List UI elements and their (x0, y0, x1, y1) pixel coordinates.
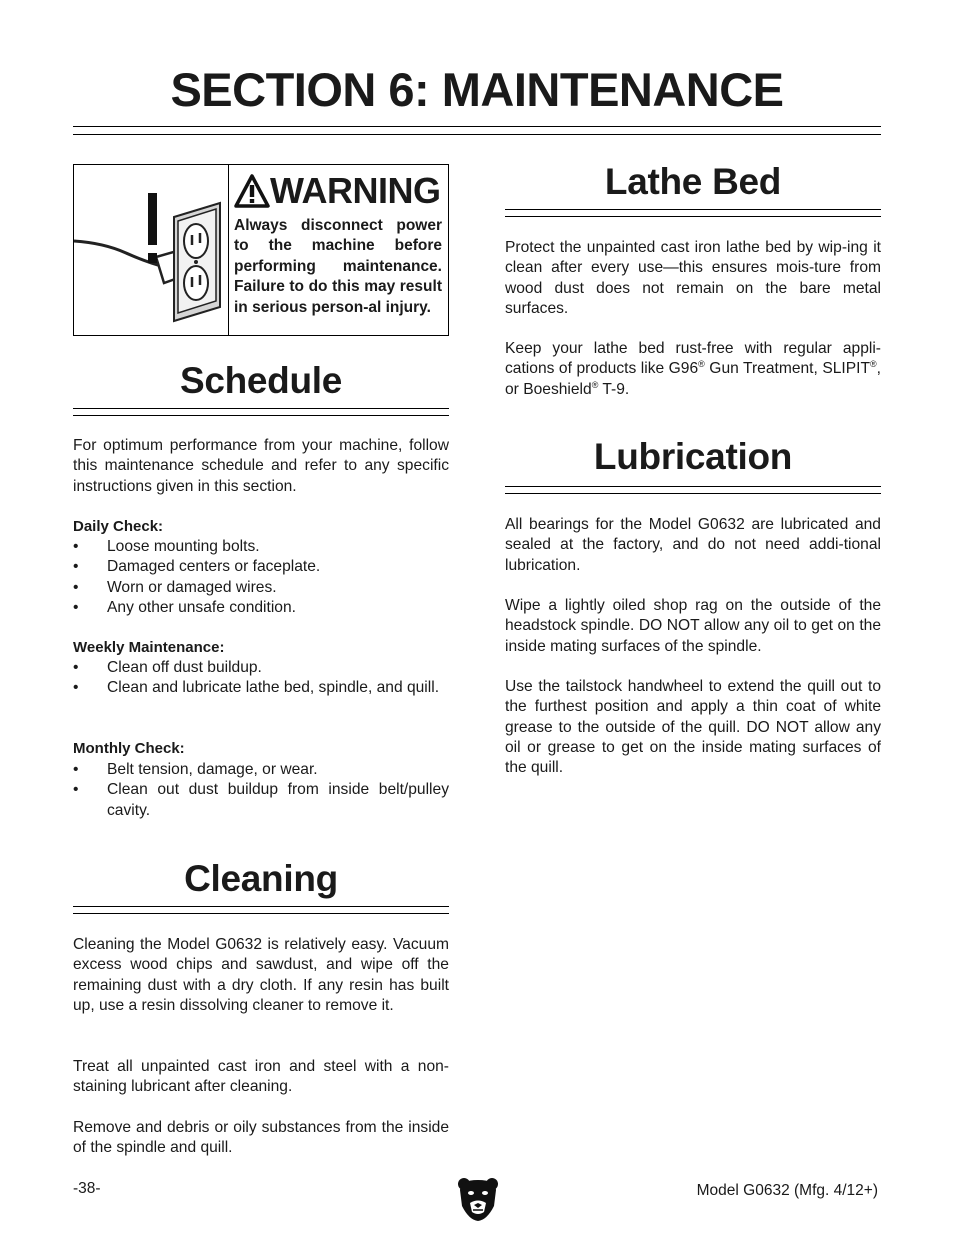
weekly-maintenance-list (73, 658, 449, 699)
lubrication-rule (505, 486, 881, 494)
cleaning-heading: Cleaning (184, 858, 338, 899)
warning-box (73, 164, 449, 336)
list-item: • Clean out dust buildup from inside belt/pulley cavity. (73, 781, 449, 819)
warning-heading-text: WARNING (270, 170, 441, 211)
cleaning-paragraph-2: Treat all unpainted cast iron and steel with a non-staining lubricant after cleaning. (73, 1058, 449, 1096)
list-item: • Clean off dust buildup. (73, 659, 262, 676)
model-info: Model G0632 (Mfg. 4/12+) (696, 1182, 878, 1199)
list-item: • Damaged centers or faceplate. (73, 558, 321, 576)
lubrication-paragraph-1: All bearings for the Model G0632 are lubricated and sealed at the factory, and do not need addi-tional lubrication. (505, 516, 881, 574)
schedule-heading: Schedule (179, 360, 343, 401)
list-item: • Worn or damaged wires. (73, 578, 277, 596)
cleaning-paragraph-1: Cleaning the Model G0632 is relatively easy. Vacuum excess wood chips and sawdust, and wipe off the remaining dust with a dry cloth. If any resin has built up, use a resin dissolving cleaner to remove it. (73, 936, 449, 1014)
lubrication-heading: Lubrication (593, 436, 793, 477)
warning-text: Always disconnect power to the machine before performing maintenance. Failure to do this may result in serious person-al injury. (234, 217, 442, 316)
schedule-intro: For optimum performance from your machine, follow this maintenance schedule and refer to any specific instructions given in this section. (73, 437, 449, 495)
title-rule (73, 126, 881, 135)
list-item: • Any other unsafe condition. (73, 598, 296, 616)
list-item: • Loose mounting bolts. (73, 538, 260, 555)
daily-check-list (73, 537, 449, 618)
lathe-bed-paragraph-2: Keep your lathe bed rust-free with regular appli-cations of products like G96® Gun Treatment, SLIPIT®, or Boeshield® T-9. (505, 340, 881, 398)
list-item: • Clean and lubricate lathe bed, spindle, and quill. (73, 679, 440, 697)
monthly-check-list (73, 760, 449, 821)
warning-content (234, 169, 442, 318)
page-number: -38- (73, 1180, 101, 1197)
lathe-bed-heading: Lathe Bed (604, 161, 782, 202)
schedule-rule (73, 408, 449, 416)
warning-triangle-icon (234, 174, 270, 208)
cleaning-paragraph-3: Remove and debris or oily substances from the inside of the spindle and quill. (73, 1119, 449, 1157)
weekly-maintenance-title: Weekly Maintenance: (73, 639, 225, 656)
grizzly-bear-logo-icon (457, 1176, 499, 1222)
unplug-outlet-icon (74, 165, 229, 335)
daily-check-title: Daily Check: (73, 518, 164, 535)
lubrication-paragraph-2: Wipe a lightly oiled shop rag on the outside of the headstock spindle. DO NOT allow any oil to get on the inside mating surfaces of the spindle. (505, 597, 881, 655)
lathe-bed-rule (505, 209, 881, 217)
list-item: • Belt tension, damage, or wear. (73, 761, 318, 778)
lubrication-paragraph-3: Use the tailstock handwheel to extend the quill out to the furthest position and apply a thin coat of white grease to the outside of the quill. DO NOT allow any oil or grease to get on the inside mating surfaces of the quill. (505, 678, 881, 777)
monthly-check-title: Monthly Check: (73, 740, 185, 757)
lathe-bed-paragraph-1: Protect the unpainted cast iron lathe bed by wip-ing it clean after every use—this ensures mois-ture from wood dust does not remain on the bare metal surfaces. (505, 239, 881, 317)
cleaning-rule (73, 906, 449, 914)
page-title: SECTION 6: MAINTENANCE (170, 63, 784, 116)
warning-heading (234, 169, 442, 213)
